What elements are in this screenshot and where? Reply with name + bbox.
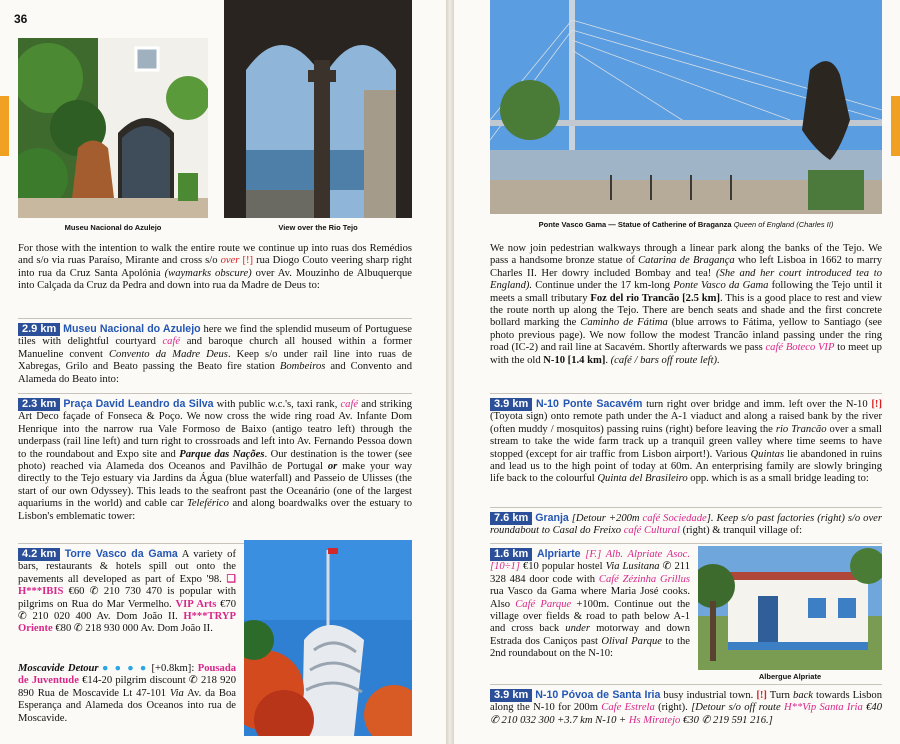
section-povoa-santa-iria: 3.9 km N-10 Póvoa de Santa Iria busy industrial town. [!] Turn back towards Lisbon along the N-10 for 200m Cafe Estrela (right). [Detour s/o off route H**Vip Santa Iria €40 ✆ 210 032 300 +3.7 km N-10 + Hs Miratejo €30 ✆ 219 591 216.] — [490, 689, 883, 726]
photo-museum-azulejo — [18, 38, 208, 218]
section-granja: 7.6 km Granja [Detour +200m café Sociedade]. Keep s/o past factories (right) s/o over roundabout to Casal do Freixo café Cultural (right) & tranquil village of: — [490, 512, 882, 537]
waypoint-name: N-10 Ponte Sacavém — [535, 398, 643, 410]
photo-ponte-vasco-gama — [490, 0, 882, 214]
waymark-dots: ● ● ● ● — [101, 663, 149, 674]
km-badge: 3.9 km — [490, 398, 532, 411]
waypoint-name: N-10 Póvoa de Santa Iria — [535, 689, 661, 701]
photo-view-rio-tejo — [224, 0, 412, 218]
photo-caption-albergue: Albergue Alpriate — [758, 672, 822, 681]
section-alpriarte: 1.6 km Alpriarte [F.] Alb. Alpriate Asoc.[10÷1] €10 popular hostel Via Lusitana ✆ 211 328 484 door code with Café Zézinha Grillus rua Vasco da Gama where Maria José cooks. Also Café Parque +100m. Continue out the village over fields & road to path below A-1 and cross back under motorway and down Estrada dos Caniços past Olival Parque to the 2nd roundabout on the N-10: — [490, 548, 690, 660]
section-tab-marker — [891, 96, 900, 156]
photo-albergue-alpriate — [698, 546, 882, 670]
section-museu-azulejo: 2.9 km Museu Nacional do Azulejo here we find the splendid museum of Portuguese tiles with delightful courtyard café and baroque church all housed within a former Manueline convent Convento da Madre Deus. Keep s/o under rail line into ruas de Xabregas, Grilo and Beato passing the Beato fire station Bombeiros and Convento and Alameda do Beato into: — [18, 323, 412, 385]
divider — [18, 393, 412, 394]
divider — [490, 684, 882, 685]
page-number: 36 — [14, 12, 28, 26]
km-badge: 4.2 km — [18, 548, 60, 561]
waypoint-name: Praça David Leandro da Silva — [63, 398, 214, 410]
divider — [490, 507, 882, 508]
waypoint-name: Alpriarte — [536, 548, 581, 560]
divider — [18, 318, 412, 319]
waypoint-name: Torre Vasco da Gama — [64, 548, 178, 560]
km-badge: 2.9 km — [18, 323, 60, 336]
photo-caption-ponte: Ponte Vasco Gama — Statue of Catherine of Braganza Queen of England (Charles II) — [538, 220, 834, 229]
km-badge: 2.3 km — [18, 398, 60, 411]
section-tab-marker — [0, 96, 9, 156]
left-intro-text: For those with the intention to walk the entire route we continue up into ruas dos Remédios and s/o via ruas Paraíso, Mirante and cross s/o over [!] rua Diogo Couto veering sharp right into rua da Cruz Santa Apolónia (waymarks obscure) over Av. Mouzinho de Albuquerque into Calçada da Cruz da Pedra and down into rua da Madre de Deus to: — [18, 243, 413, 292]
km-badge: 7.6 km — [490, 512, 532, 525]
photo-caption-tejo: View over the Rio Tejo — [278, 223, 358, 232]
section-ponte-sacavem: 3.9 km N-10 Ponte Sacavém turn right over bridge and imm. left over the N-10 [!] (Toyota sign) onto remote path under the A-1 viaduct and along a raised bank by the river (often muddy / mosquitos) passing ruins (right) before leaving the rio Trancão over a small stream to take the wide farm track up a tranquil green valley where time seems to have stopped (except for air traffic from Lisbon airport!). Various Quintas lie abandoned in ruins and lead us to the high point of today at 60m. An enterprising family are slowly bringing life back to the colourful Quinta del Brasileiro opp. which is as a small bridge leading to: — [490, 398, 882, 485]
section-praca-david: 2.3 km Praça David Leandro da Silva with public w.c.'s, taxi rank, café and striking Art Deco façade of Fonseca & Poço. We now cross the wide ring road Av. Infante Dom Henrique into the narrow rua Vale Formoso de Baixo (antigo teatro left) through the underpass (rail line left) and turn right to crossroads and left into Av. Fernando Pessoa down to the roundabout and Expo site and Parque das Nações. Our destination is the tower (see photo) reached via Alameda dos Oceanos and Pavilhão de Portugal or make your way directly to the Tejo estuary via Jardins da Água (blue waterfall) and Passeio de Ulisses (the start of our own Odyssey). This leads to the seafront past the Oceanário (one of the largest aquariums in the world) and cable car Teleférico and along boardwalks over the estuary to Lisbon's emblematic tower: — [18, 398, 412, 522]
photo-caption-museum: Museu Nacional do Azulejo — [64, 223, 162, 232]
waypoint-name: Museu Nacional do Azulejo — [63, 323, 201, 335]
divider — [490, 543, 882, 544]
section-moscavide-detour: Moscavide Detour ● ● ● ● [+0.8km]: Pousada de Juventude €14-20 pilgrim discount ✆ 218 920 890 Rua de Moscavide Lt 47-101 Via Av. da Boa Esperança and Alameda dos Oceanos into rua de Moscavide. — [18, 663, 237, 724]
divider — [490, 393, 882, 394]
book-gutter — [446, 0, 454, 744]
km-badge: 1.6 km — [490, 548, 532, 561]
left-page — [0, 0, 446, 744]
section-torre-vasco: 4.2 km Torre Vasco da Gama A variety of bars, restaurants & hotels spill out onto the pavements all developed as part of Expo '98. ❏ H***IBIS €60 ✆ 210 730 470 is popular with pilgrims on Rua do Mar Vermelho. VIP Arts €70 ✆ 210 020 400 Av. Dom João II. H***TRYP Oriente €80 ✆ 218 930 000 Av. Dom João II. — [18, 548, 237, 635]
right-intro-text: We now join pedestrian walkways through a linear park along the banks of the Tejo. We pass a handsome bronze statue of Catarina de Bragança who left Lisboa in 1662 to marry Charles II. Her dowry included Bombay and tea! (She and her court introduced tea to England). Continue under the 17 km-long Ponte Vasco da Gama following the Tejo until it meets a small tributary Foz del rio Trancão [2.5 km]. This is a good place to rest and view the route north up along the Tejo. There are bench seats and shade and the first concrete bollard marking the Caminho de Fátima (blue arrows to Fátima, yellow to Santiago (see photo previous page). We now follow the modest Trancão inland passing under the ring road (IC-2) and rail line at Sacavém. Shortly afterwards we pass café Boteco VIP to meet up with the old N-10 [1.4 km]. (café / bars off route left). — [490, 243, 883, 366]
right-page — [454, 0, 900, 744]
photo-torre-vasco-da-gama — [244, 540, 412, 736]
km-badge: 3.9 km — [490, 689, 532, 702]
waypoint-name: Granja — [535, 512, 569, 524]
